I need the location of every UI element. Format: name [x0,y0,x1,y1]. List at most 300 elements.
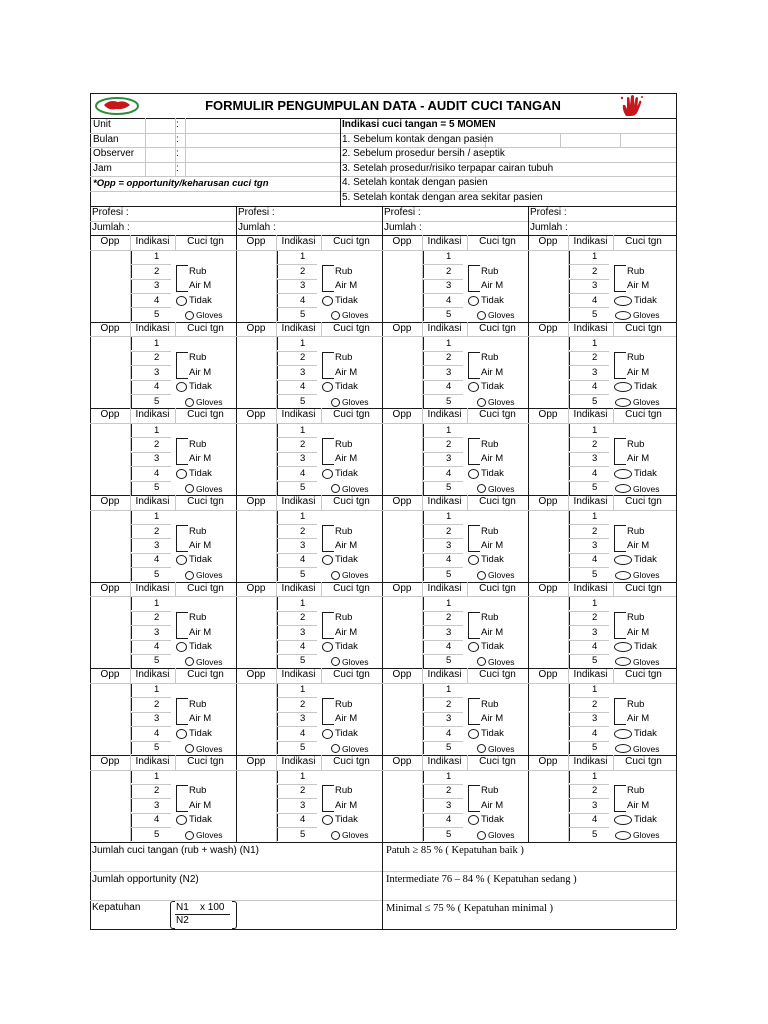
indikasi-checkbox[interactable] [277,597,285,610]
indikasi-number: 5 [154,568,160,580]
opp-input[interactable] [238,771,274,841]
indikasi-checkbox[interactable] [131,539,139,552]
tidak-radio[interactable] [322,469,333,479]
indikasi-number: 5 [154,308,160,320]
header-field-input[interactable] [186,119,336,132]
tidak-radio[interactable] [176,382,187,392]
tidak-radio[interactable] [176,469,187,479]
rub-checkbox[interactable] [322,438,334,465]
tidak-radio[interactable] [468,296,479,306]
indikasi-checkbox[interactable] [277,337,285,350]
header-field-input[interactable] [186,163,336,176]
indikasi-checkbox[interactable] [131,381,139,394]
indikasi-checkbox[interactable] [569,308,577,321]
opp-input[interactable] [530,511,566,581]
opp-input[interactable] [92,771,128,841]
indikasi-checkbox[interactable] [423,568,431,581]
rub-checkbox[interactable] [176,525,188,552]
tidak-radio[interactable] [468,555,479,565]
indikasi-checkbox[interactable] [569,265,577,278]
opp-input[interactable] [92,597,128,667]
tidak-radio[interactable] [468,382,479,392]
indikasi-checkbox[interactable] [277,626,285,639]
gloves-radio[interactable] [477,831,486,840]
opp-input[interactable] [92,511,128,581]
indikasi-number: 4 [154,727,160,739]
header-field-colon: : [176,162,179,174]
opp-input[interactable] [384,511,420,581]
opp-input[interactable] [384,684,420,754]
indikasi-checkbox[interactable] [131,684,139,697]
indikasi-checkbox[interactable] [569,568,577,581]
indikasi-checkbox[interactable] [423,280,431,293]
option-air-mengalir: Air M [335,799,358,811]
indikasi-checkbox[interactable] [131,641,139,654]
rub-checkbox[interactable] [322,698,334,725]
indikasi-checkbox[interactable] [569,554,577,567]
indikasi-checkbox[interactable] [569,525,577,538]
indikasi-checkbox[interactable] [131,525,139,538]
header-field-input[interactable] [186,134,336,147]
indikasi-checkbox[interactable] [277,641,285,654]
opp-input[interactable] [530,597,566,667]
rub-checkbox[interactable] [322,265,334,292]
indikasi-checkbox[interactable] [131,511,139,524]
indikasi-checkbox[interactable] [131,626,139,639]
opp-input[interactable] [92,424,128,494]
indikasi-number: 1 [300,511,306,523]
indikasi-checkbox[interactable] [423,655,431,668]
opp-input[interactable] [384,337,420,407]
indikasi-checkbox[interactable] [131,294,139,307]
indikasi-checkbox[interactable] [423,684,431,697]
indikasi-checkbox[interactable] [423,727,431,740]
indikasi-checkbox[interactable] [569,251,577,264]
opp-input[interactable] [530,251,566,321]
tidak-radio[interactable] [176,815,187,825]
tidak-radio[interactable] [322,729,333,739]
option-rub: Rub [189,785,207,797]
gloves-radio[interactable] [331,398,340,407]
indikasi-checkbox[interactable] [569,294,577,307]
tidak-radio[interactable] [614,815,632,825]
indikasi-checkbox[interactable] [569,352,577,365]
rub-checkbox[interactable] [468,785,480,812]
indikasi-checkbox[interactable] [423,713,431,726]
indikasi-checkbox[interactable] [277,366,285,379]
gloves-radio[interactable] [615,657,631,666]
indikasi-checkbox[interactable] [569,698,577,711]
gloves-radio[interactable] [331,484,340,493]
col-header-indikasi: Indikasi [281,409,316,421]
indikasi-checkbox[interactable] [277,381,285,394]
header-field-input[interactable] [186,148,336,161]
col-header-cuci: Cuci tgn [333,669,370,681]
indikasi-number: 5 [592,828,598,840]
tidak-radio[interactable] [614,382,632,392]
rub-checkbox[interactable] [468,265,480,292]
indikasi-checkbox[interactable] [423,597,431,610]
rub-checkbox[interactable] [614,438,626,465]
indikasi-checkbox[interactable] [131,424,139,437]
option-rub: Rub [481,525,499,537]
indikasi-checkbox[interactable] [131,265,139,278]
indikasi-checkbox[interactable] [277,467,285,480]
gloves-radio[interactable] [331,657,340,666]
indikasi-checkbox[interactable] [423,641,431,654]
tidak-radio[interactable] [468,469,479,479]
rub-checkbox[interactable] [468,438,480,465]
tidak-radio[interactable] [176,729,187,739]
indikasi-checkbox[interactable] [131,568,139,581]
indikasi-checkbox[interactable] [277,482,285,495]
indikasi-checkbox[interactable] [569,381,577,394]
indikasi-checkbox[interactable] [277,554,285,567]
hand-icon [619,94,645,118]
tidak-radio[interactable] [322,815,333,825]
indikasi-checkbox[interactable] [277,280,285,293]
indikasi-checkbox[interactable] [569,337,577,350]
opp-input[interactable] [92,684,128,754]
indikasi-number: 5 [300,828,306,840]
tidak-radio[interactable] [614,555,632,565]
indikasi-checkbox[interactable] [569,511,577,524]
opp-input[interactable] [384,251,420,321]
gloves-radio[interactable] [615,311,631,320]
tidak-radio[interactable] [322,296,333,306]
gloves-radio[interactable] [615,398,631,407]
opp-input[interactable] [238,511,274,581]
rub-checkbox[interactable] [468,525,480,552]
indikasi-number: 4 [154,554,160,566]
indikasi-checkbox[interactable] [423,395,431,408]
indikasi-checkbox[interactable] [131,799,139,812]
rub-checkbox[interactable] [322,525,334,552]
rub-checkbox[interactable] [176,698,188,725]
gloves-radio[interactable] [185,311,194,320]
rub-checkbox[interactable] [176,352,188,379]
tidak-radio[interactable] [614,642,632,652]
indikasi-checkbox[interactable] [131,482,139,495]
opp-input[interactable] [530,771,566,841]
rub-checkbox[interactable] [614,525,626,552]
indikasi-checkbox[interactable] [131,554,139,567]
gloves-radio[interactable] [477,484,486,493]
gloves-radio[interactable] [477,311,486,320]
tidak-radio[interactable] [614,469,632,479]
indikasi-checkbox[interactable] [131,612,139,625]
col-header-cuci: Cuci tgn [333,322,370,334]
indikasi-checkbox[interactable] [423,438,431,451]
profesi-input[interactable] [430,207,522,219]
indikasi-checkbox[interactable] [277,525,285,538]
tidak-radio[interactable] [614,729,632,739]
indikasi-checkbox[interactable] [277,771,285,784]
indikasi-checkbox[interactable] [423,467,431,480]
rub-checkbox[interactable] [468,612,480,639]
rub-checkbox[interactable] [176,612,188,639]
rub-checkbox[interactable] [614,265,626,292]
tidak-radio[interactable] [468,642,479,652]
indikasi-checkbox[interactable] [131,395,139,408]
indikasi-checkbox[interactable] [569,713,577,726]
opp-input[interactable] [238,684,274,754]
indikasi-checkbox[interactable] [277,742,285,755]
indikasi-checkbox[interactable] [131,308,139,321]
opp-input[interactable] [238,251,274,321]
indikasi-checkbox[interactable] [569,366,577,379]
indikasi-checkbox[interactable] [277,799,285,812]
indikasi-checkbox[interactable] [131,352,139,365]
grid-line [236,206,237,842]
rub-checkbox[interactable] [322,352,334,379]
indikasi-checkbox[interactable] [423,539,431,552]
opp-input[interactable] [384,597,420,667]
jumlah-input[interactable] [284,222,376,234]
indikasi-checkbox[interactable] [569,641,577,654]
option-rub: Rub [627,612,645,624]
jumlah-input[interactable] [138,222,230,234]
gloves-radio[interactable] [185,831,194,840]
gloves-radio[interactable] [615,571,631,580]
opp-input[interactable] [530,684,566,754]
indikasi-checkbox[interactable] [131,467,139,480]
indikasi-checkbox[interactable] [277,727,285,740]
gloves-radio[interactable] [477,657,486,666]
indikasi-number: 5 [446,568,452,580]
indikasi-checkbox[interactable] [277,294,285,307]
indikasi-checkbox[interactable] [423,381,431,394]
indikasi-checkbox[interactable] [423,554,431,567]
gloves-radio[interactable] [331,744,340,753]
gloves-radio[interactable] [185,571,194,580]
option-rub: Rub [189,612,207,624]
indikasi-number: 1 [300,251,306,263]
kepatuhan-label: Kepatuhan [92,901,141,913]
tidak-radio[interactable] [176,642,187,652]
indikasi-checkbox[interactable] [423,511,431,524]
indikasi-checkbox[interactable] [277,438,285,451]
indikasi-checkbox[interactable] [131,251,139,264]
opp-input[interactable] [384,771,420,841]
indikasi-checkbox[interactable] [569,612,577,625]
opp-input[interactable] [530,337,566,407]
gloves-radio[interactable] [331,831,340,840]
option-tidak: Tidak [634,554,657,566]
indikasi-checkbox[interactable] [423,612,431,625]
indikasi-checkbox[interactable] [277,265,285,278]
profesi-input[interactable] [284,207,376,219]
jumlah-input[interactable] [430,222,522,234]
tidak-radio[interactable] [322,555,333,565]
indikasi-number: 1 [300,597,306,609]
indikasi-number: 4 [300,554,306,566]
option-air-mengalir: Air M [335,366,358,378]
indikasi-number: 5 [446,395,452,407]
indikasi-checkbox[interactable] [277,655,285,668]
indikasi-checkbox[interactable] [277,713,285,726]
indikasi-checkbox[interactable] [277,612,285,625]
indikasi-checkbox[interactable] [131,771,139,784]
gloves-radio[interactable] [185,744,194,753]
indikasi-checkbox[interactable] [569,395,577,408]
opp-input[interactable] [92,251,128,321]
gloves-radio[interactable] [477,398,486,407]
gloves-radio[interactable] [331,311,340,320]
indikasi-checkbox[interactable] [131,713,139,726]
indikasi-checkbox[interactable] [423,742,431,755]
indikasi-checkbox[interactable] [277,453,285,466]
col-header-indikasi: Indikasi [573,236,608,248]
indikasi-checkbox[interactable] [131,597,139,610]
indikasi-checkbox[interactable] [277,424,285,437]
opp-input[interactable] [92,337,128,407]
indikasi-checkbox[interactable] [423,265,431,278]
indikasi-checkbox[interactable] [569,453,577,466]
indikasi-checkbox[interactable] [569,424,577,437]
indikasi-checkbox[interactable] [131,814,139,827]
indikasi-checkbox[interactable] [423,626,431,639]
indikasi-checkbox[interactable] [569,438,577,451]
rub-checkbox[interactable] [614,698,626,725]
indikasi-checkbox[interactable] [277,568,285,581]
rub-checkbox[interactable] [468,698,480,725]
indikasi-number: 5 [154,742,160,754]
rub-checkbox[interactable] [614,785,626,812]
indikasi-checkbox[interactable] [131,742,139,755]
indikasi-checkbox[interactable] [423,251,431,264]
indikasi-checkbox[interactable] [423,294,431,307]
indikasi-checkbox[interactable] [277,308,285,321]
indikasi-checkbox[interactable] [423,771,431,784]
indikasi-checkbox[interactable] [423,525,431,538]
indikasi-checkbox[interactable] [569,655,577,668]
gloves-radio[interactable] [331,571,340,580]
indikasi-checkbox[interactable] [423,482,431,495]
indikasi-checkbox[interactable] [423,352,431,365]
option-tidak: Tidak [634,294,657,306]
tidak-radio[interactable] [468,815,479,825]
gloves-radio[interactable] [185,484,194,493]
indikasi-checkbox[interactable] [423,785,431,798]
option-rub: Rub [481,265,499,277]
indikasi-checkbox[interactable] [277,785,285,798]
indikasi-checkbox[interactable] [131,785,139,798]
indikasi-checkbox[interactable] [569,597,577,610]
indikasi-checkbox[interactable] [569,785,577,798]
indikasi-checkbox[interactable] [277,828,285,841]
tidak-radio[interactable] [468,729,479,739]
indikasi-checkbox[interactable] [131,698,139,711]
indikasi-checkbox[interactable] [423,828,431,841]
indikasi-checkbox[interactable] [277,511,285,524]
indikasi-checkbox[interactable] [131,438,139,451]
option-air-mengalir: Air M [335,539,358,551]
indikasi-checkbox[interactable] [277,698,285,711]
indikasi-checkbox[interactable] [131,366,139,379]
indikasi-checkbox[interactable] [131,655,139,668]
indikasi-checkbox[interactable] [423,698,431,711]
indikasi-checkbox[interactable] [569,814,577,827]
indikasi-number: 2 [300,612,306,624]
indikasi-checkbox[interactable] [569,742,577,755]
option-gloves: Gloves [488,570,515,581]
tidak-radio[interactable] [322,642,333,652]
tidak-radio[interactable] [322,382,333,392]
indikasi-checkbox[interactable] [277,352,285,365]
rub-checkbox[interactable] [614,352,626,379]
indikasi-checkbox[interactable] [569,482,577,495]
indikasi-checkbox[interactable] [569,626,577,639]
rub-checkbox[interactable] [322,785,334,812]
col-header-opp: Opp [100,409,120,421]
opp-input[interactable] [530,424,566,494]
indikasi-checkbox[interactable] [131,727,139,740]
rub-checkbox[interactable] [176,438,188,465]
tidak-radio[interactable] [614,296,632,306]
gloves-radio[interactable] [477,571,486,580]
opp-input[interactable] [238,424,274,494]
profesi-input[interactable] [576,207,668,219]
indikasi-checkbox[interactable] [277,251,285,264]
gloves-radio[interactable] [477,744,486,753]
indikasi-checkbox[interactable] [423,799,431,812]
indikasi-checkbox[interactable] [423,337,431,350]
indikasi-checkbox[interactable] [569,771,577,784]
opp-input[interactable] [238,597,274,667]
indikasi-checkbox[interactable] [423,814,431,827]
indikasi-checkbox[interactable] [277,814,285,827]
tidak-radio[interactable] [176,555,187,565]
rub-checkbox[interactable] [468,352,480,379]
indikasi-checkbox[interactable] [423,424,431,437]
jumlah-input[interactable] [576,222,668,234]
rub-checkbox[interactable] [176,785,188,812]
rub-checkbox[interactable] [176,265,188,292]
indikasi-checkbox[interactable] [131,280,139,293]
indikasi-checkbox[interactable] [277,395,285,408]
indikasi-checkbox[interactable] [569,467,577,480]
gloves-radio[interactable] [615,744,631,753]
indikasi-checkbox[interactable] [423,453,431,466]
indikasi-number: 5 [446,655,452,667]
indikasi-checkbox[interactable] [569,684,577,697]
gloves-radio[interactable] [615,484,631,493]
rub-checkbox[interactable] [322,612,334,639]
gloves-radio[interactable] [185,657,194,666]
rub-checkbox[interactable] [614,612,626,639]
indikasi-checkbox[interactable] [569,280,577,293]
indikasi-checkbox[interactable] [277,684,285,697]
opp-input[interactable] [384,424,420,494]
indikasi-checkbox[interactable] [423,308,431,321]
profesi-input[interactable] [138,207,230,219]
indikasi-checkbox[interactable] [569,539,577,552]
indikasi-checkbox[interactable] [569,727,577,740]
gloves-radio[interactable] [615,831,631,840]
opp-input[interactable] [238,337,274,407]
gloves-radio[interactable] [185,398,194,407]
indikasi-checkbox[interactable] [131,453,139,466]
indikasi-checkbox[interactable] [423,366,431,379]
indikasi-checkbox[interactable] [277,539,285,552]
indikasi-checkbox[interactable] [569,799,577,812]
option-tidak: Tidak [335,814,358,826]
indikasi-checkbox[interactable] [131,337,139,350]
indikasi-checkbox[interactable] [569,828,577,841]
indikasi-checkbox[interactable] [131,828,139,841]
tidak-radio[interactable] [176,296,187,306]
